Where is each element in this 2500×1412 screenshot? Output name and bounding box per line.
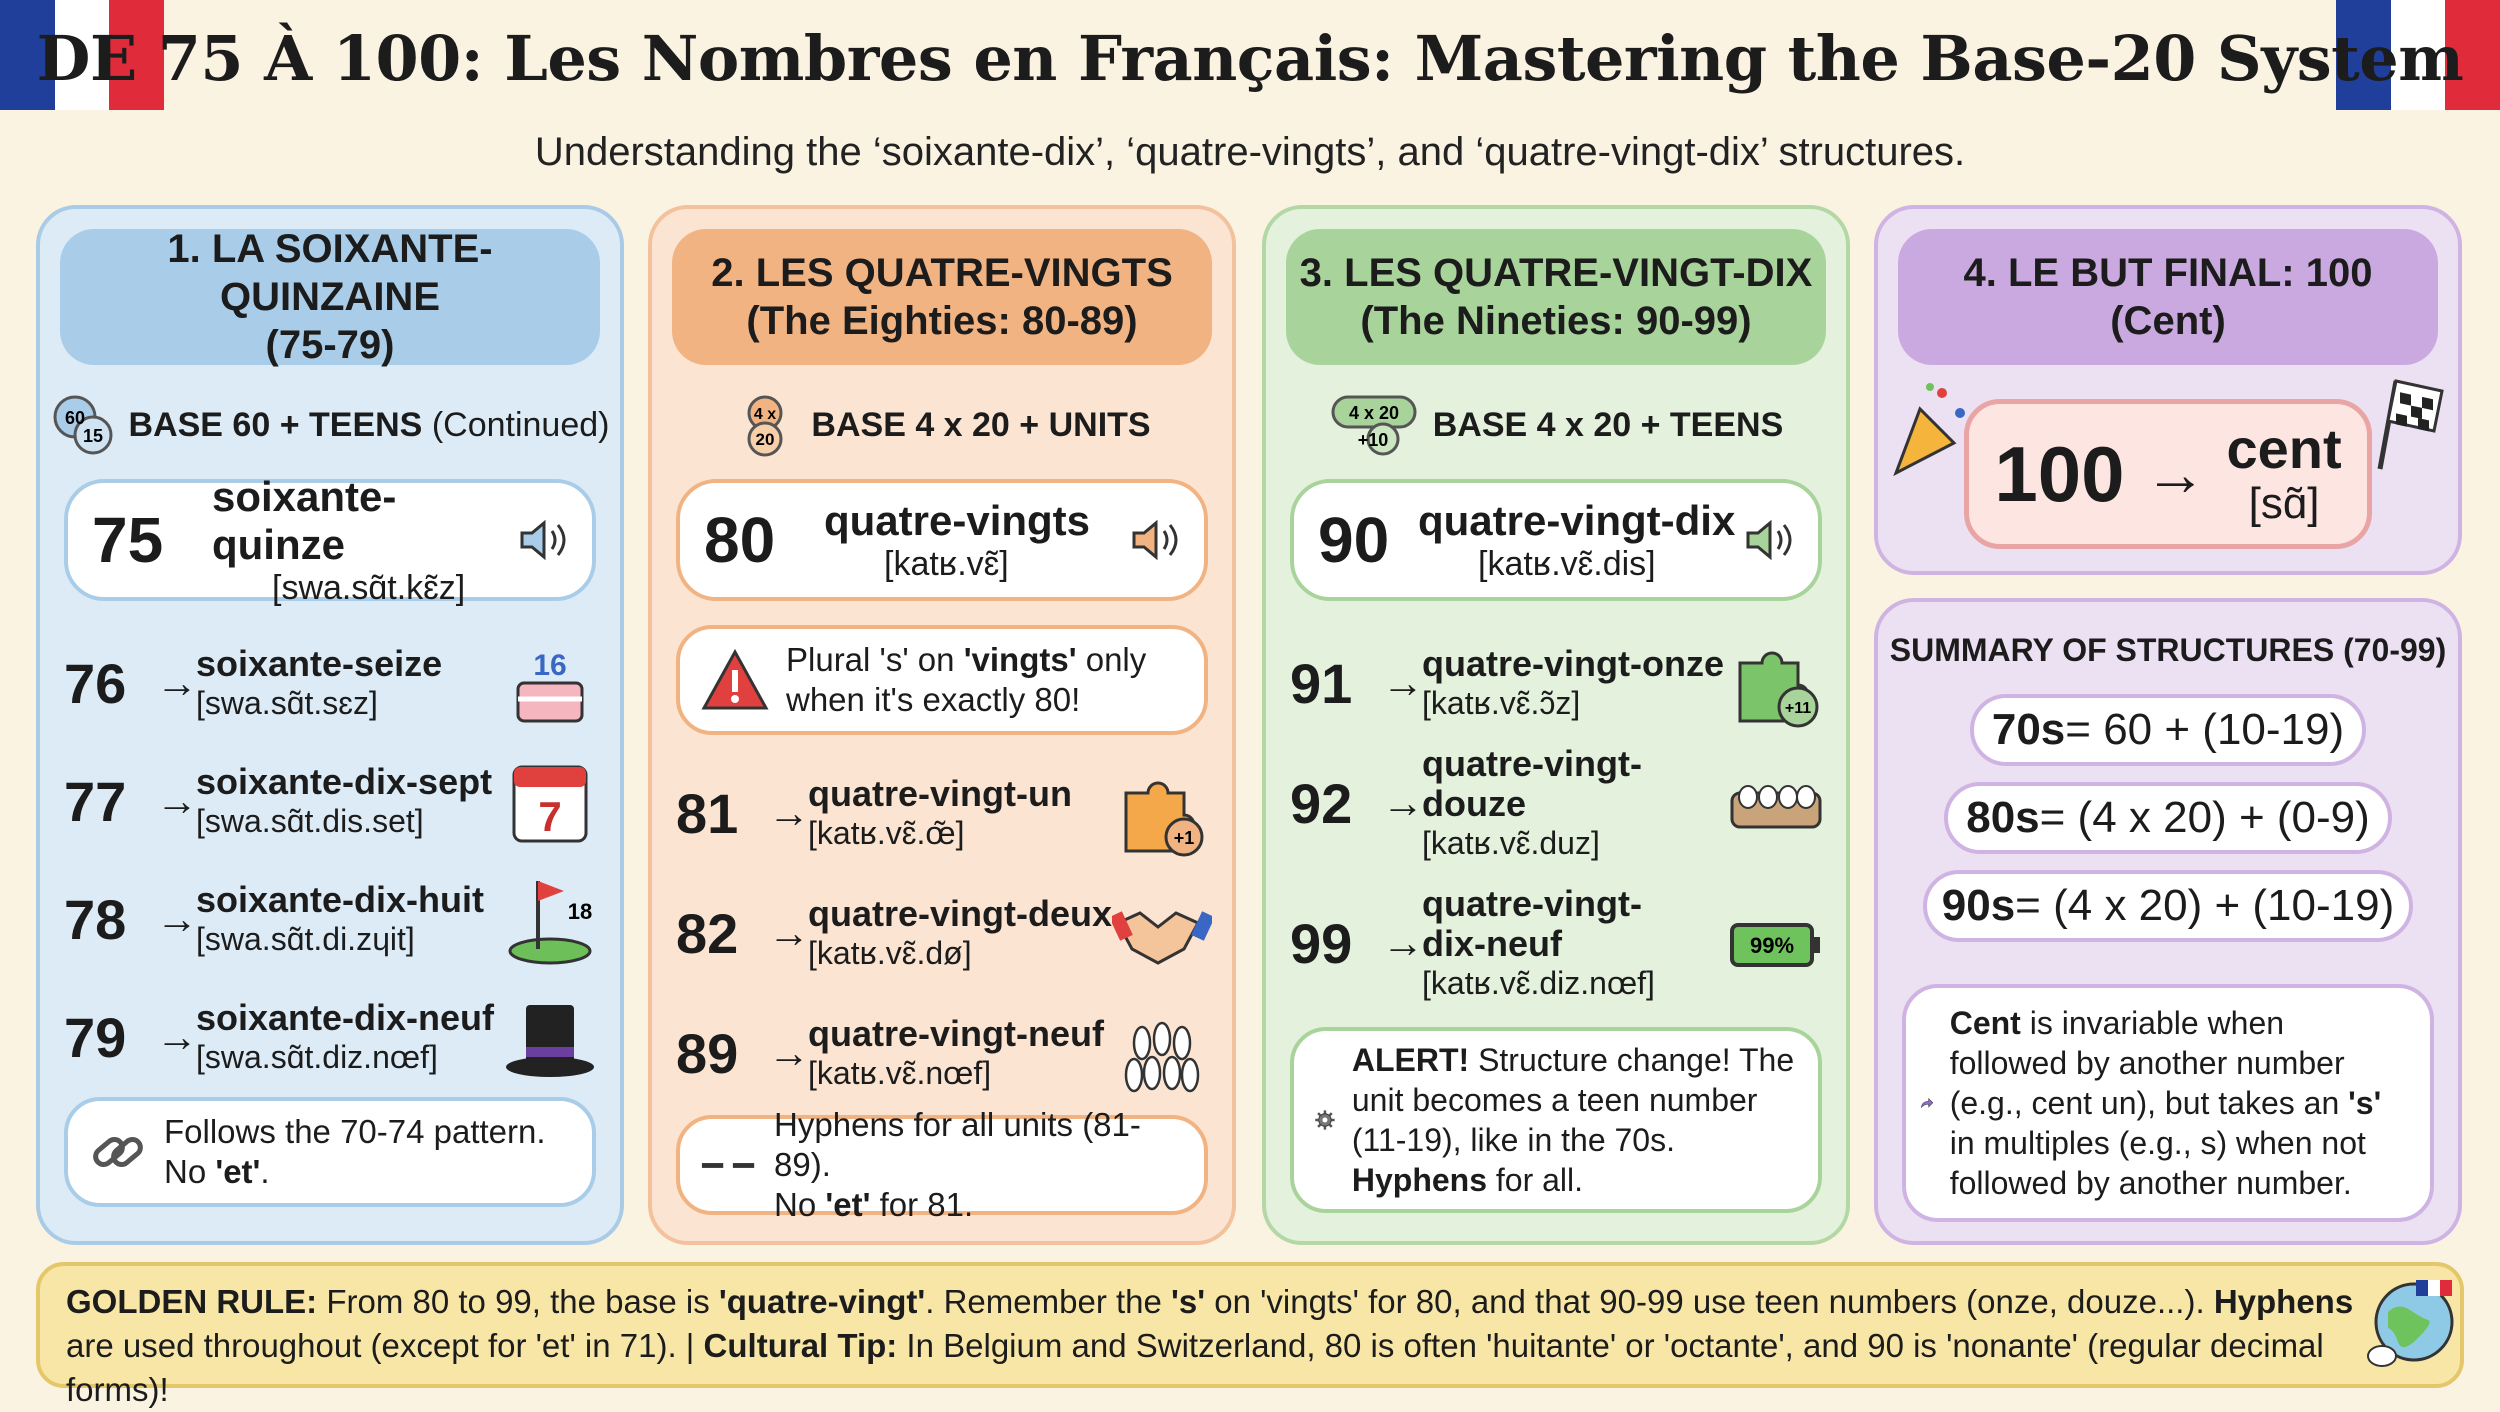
speaker-icon[interactable]: [1126, 511, 1184, 569]
main-word: soixante-quinze: [212, 472, 397, 568]
summary-panel: [1874, 598, 2462, 1245]
golden-bold: 'quatre-vingt': [718, 1283, 926, 1320]
number-row-76: [64, 627, 600, 739]
row-number: 76: [64, 651, 127, 715]
warning-text: when it's exactly 80!: [786, 681, 1081, 718]
arrow-icon: →: [768, 789, 810, 836]
plural-warning: [676, 625, 1208, 735]
main-number: 80: [704, 504, 776, 576]
checkered-flag-icon: [2366, 373, 2446, 473]
column-header: [1286, 229, 1826, 365]
column-quatre-vingt-dix: [1262, 205, 1850, 1245]
note-bold: 'et': [215, 1153, 261, 1190]
svg-text:16: 16: [533, 649, 567, 682]
handshake-icon: [1112, 883, 1212, 983]
column-header: [672, 229, 1212, 365]
top-hat-icon: [500, 987, 600, 1087]
number-row-81: [676, 757, 1212, 869]
gear-icon: [1314, 1085, 1336, 1155]
base-qualifier: (Continued): [431, 405, 610, 444]
arrow-icon: →: [2144, 439, 2207, 509]
summary-pill-90s: [1923, 870, 2413, 942]
battery-icon: [1726, 893, 1826, 993]
row-phonetic: [katʁ.vɛ̃.dø]: [808, 935, 972, 971]
main-word: quatre-vingts: [824, 496, 1091, 544]
row-word: quatre-vingt-deux: [808, 893, 1113, 934]
row-number: 82: [676, 901, 739, 965]
golden-text: on 'vingts' for 80, and that 90-99 use teen numbers (onze, douze...).: [1205, 1283, 2214, 1320]
number-row-92: [1290, 743, 1826, 861]
header-line1: 4. LE BUT FINAL: 100: [1963, 251, 2373, 295]
note-line1: Follows the 70-74 pattern.: [164, 1113, 546, 1150]
column-header: [1898, 229, 2438, 365]
base-rule: [1266, 393, 1846, 457]
column-header: [60, 229, 600, 365]
puzzle-piece-icon: [1726, 633, 1826, 733]
row-word: quatre-vingt-neuf: [808, 1013, 1104, 1054]
row-number: 91: [1290, 651, 1353, 715]
svg-text:+10: +10: [1357, 430, 1388, 450]
number-row-82: [676, 877, 1212, 989]
row-number: 89: [676, 1021, 739, 1085]
summary-text: = 60 + (10-19): [2065, 705, 2345, 754]
header-line2: (Cent): [2110, 299, 2226, 343]
header-line2: (The Eighties: 80-89): [746, 299, 1138, 343]
puzzle-piece-icon: [1112, 763, 1212, 863]
svg-text:18: 18: [567, 899, 593, 924]
base-label: BASE 4 x 20 + UNITS: [811, 405, 1151, 444]
note-text: .: [260, 1153, 270, 1190]
column-but-final: [1874, 205, 2462, 575]
golden-rule-label: GOLDEN RULE:: [66, 1283, 318, 1320]
base-rule: [40, 393, 620, 457]
svg-text:7: 7: [538, 793, 562, 840]
column-soixante-quinzaine: [36, 205, 624, 1245]
main-number-card: [676, 479, 1208, 601]
svg-text:4 x: 4 x: [754, 406, 777, 423]
speaker-icon[interactable]: [1740, 511, 1798, 569]
coins-badge-icon: [51, 393, 115, 457]
row-phonetic: [katʁ.vɛ̃.nœf]: [808, 1055, 992, 1091]
row-word: soixante-seize: [196, 643, 443, 684]
row-word: soixante-dix-neuf: [196, 997, 495, 1038]
header-line1: 3. LES QUATRE-VINGT-DIX: [1299, 251, 1813, 295]
world-map-icon: [2366, 1272, 2456, 1372]
main-phonetic: [katʁ.vɛ̃]: [884, 544, 1009, 583]
svg-text:15: 15: [82, 426, 103, 446]
formula-badge-icon: [1329, 393, 1419, 457]
svg-text:60: 60: [64, 408, 85, 428]
row-number: 77: [64, 769, 127, 833]
number-row-77: [64, 745, 600, 857]
arrow-icon: →: [768, 1029, 810, 1076]
summary-bold: 80s: [1966, 793, 2040, 842]
note-bold: 's': [2348, 1085, 2382, 1121]
curved-arrow-icon: [1920, 1078, 1934, 1128]
main-word: quatre-vingt-dix: [1418, 496, 1736, 544]
arrow-icon: →: [768, 909, 810, 956]
row-phonetic: [katʁ.vɛ̃.duz]: [1422, 825, 1600, 861]
note-bold: Cent: [1949, 1005, 2021, 1041]
structure-alert: [1290, 1027, 1822, 1213]
base-label: BASE 60 + TEENS: [128, 405, 423, 444]
row-phonetic: [swa.sɑ̃t.sɛz]: [196, 685, 378, 721]
main-number: 75: [92, 504, 164, 576]
summary-pill-70s: [1970, 694, 2366, 766]
alert-bold: ALERT!: [1351, 1042, 1470, 1078]
main-number-card: [1290, 479, 1822, 601]
number-row-78: [64, 863, 600, 975]
warning-bold: 'vingts': [963, 641, 1077, 678]
row-word: quatre-vingt-dix-neuf: [1422, 883, 1642, 964]
arrow-icon: →: [156, 777, 198, 824]
party-popper-icon: [1890, 379, 1970, 479]
note-text: No: [774, 1186, 826, 1223]
golden-rule-banner: [36, 1262, 2464, 1408]
row-word: soixante-dix-huit: [196, 879, 485, 920]
row-word: soixante-dix-sept: [196, 761, 493, 802]
header-line2: (The Nineties: 90-99): [1360, 299, 1752, 343]
page-subtitle: Understanding the ‘soixante-dix’, ‘quatre-vingts’, and ‘quatre-vingt-dix’ structures.: [534, 130, 1966, 174]
summary-bold: 70s: [1991, 705, 2066, 754]
svg-text:+11: +11: [1784, 700, 1812, 717]
row-word: quatre-vingt-onze: [1422, 643, 1724, 684]
warning-text: Plural 's' on: [786, 641, 964, 678]
number-row-99: [1290, 873, 1826, 1013]
alert-text: for all.: [1487, 1162, 1584, 1198]
row-word: quatre-vingt-un: [808, 773, 1072, 814]
arrow-icon: →: [156, 659, 198, 706]
note-text: for 81.: [870, 1186, 974, 1223]
arrow-icon: →: [1382, 779, 1424, 826]
arrow-icon: →: [156, 1013, 198, 1060]
row-word: quatre-vingt-douze: [1422, 743, 1642, 824]
note-text: is invariable when followed by another number (e.g., cent un), but takes an: [1949, 1005, 2349, 1121]
pattern-note: [64, 1097, 596, 1207]
header-line1: 2. LES QUATRE-VINGTS: [711, 251, 1173, 295]
row-number: 92: [1290, 771, 1353, 835]
note-bold: 'et': [825, 1186, 871, 1223]
summary-text: = (4 x 20) + (0-9): [2039, 793, 2370, 842]
arrow-icon: →: [1382, 919, 1424, 966]
main-number: 90: [1318, 504, 1390, 576]
summary-pill-80s: [1944, 782, 2392, 854]
row-number: 79: [64, 1005, 127, 1069]
golden-text: In Belgium and Switzerland, 80 is often 'huitante' or 'octante', and 90 is 'nonante' (regular decimal forms)!: [66, 1327, 2324, 1408]
row-number: 81: [676, 781, 739, 845]
cent-card: [1964, 399, 2372, 549]
svg-text:+1: +1: [1173, 828, 1195, 848]
row-phonetic: [swa.sɑ̃t.diz.nœf]: [196, 1039, 438, 1075]
row-number: 99: [1290, 911, 1353, 975]
number-row-89: [676, 997, 1212, 1109]
golden-bold: Hyphens: [2213, 1283, 2354, 1320]
hyphens-icon: [700, 1155, 758, 1175]
cent-word: cent: [2226, 417, 2342, 480]
svg-text:4 x 20: 4 x 20: [1348, 403, 1399, 423]
golden-bold: Cultural Tip:: [703, 1327, 898, 1364]
summary-title: SUMMARY OF STRUCTURES (70-99): [1889, 632, 2447, 668]
main-phonetic: [swa.sɑ̃t.kɛ̃z]: [272, 568, 466, 607]
row-phonetic: [swa.sɑ̃t.di.zɥit]: [196, 921, 415, 957]
header-line1: 1. LA SOIXANTE-QUINZAINE: [167, 227, 493, 319]
hyphen-note: [676, 1106, 1208, 1223]
row-phonetic: [swa.sɑ̃t.dis.set]: [196, 803, 424, 839]
base-rule: [652, 393, 1232, 457]
speaker-icon[interactable]: [514, 511, 572, 569]
base-label: BASE 4 x 20 + TEENS: [1432, 405, 1784, 444]
summary-text: = (4 x 20) + (10-19): [2015, 881, 2395, 930]
golf-flag-icon: [500, 869, 600, 969]
row-phonetic: [katʁ.vɛ̃.œ̃]: [808, 815, 965, 851]
header-line2: (75-79): [265, 323, 395, 367]
column-quatre-vingts: [648, 205, 1236, 1245]
alert-text: Structure change! The unit becomes a teen number (11-19), like in the 70s.: [1351, 1042, 1795, 1158]
golden-text: are used throughout (except for 'et' in 71). |: [66, 1327, 704, 1364]
warning-icon: [700, 648, 770, 712]
svg-text:20: 20: [755, 430, 775, 449]
multiplication-badge-icon: [733, 393, 797, 457]
number-row-91: [1290, 627, 1826, 739]
warning-text: only: [1076, 641, 1147, 678]
note-line1: Hyphens for all units (81-89).: [774, 1106, 1141, 1183]
main-number-card: [64, 472, 596, 607]
golden-text: From 80 to 99, the base is: [317, 1283, 719, 1320]
row-phonetic: [katʁ.vɛ̃.ɔ̃z]: [1422, 685, 1581, 721]
cent-number: 100: [1994, 429, 2125, 518]
cent-rule-note: [1902, 984, 2434, 1222]
svg-text:99%: 99%: [1749, 933, 1795, 958]
bowling-pins-icon: [1112, 1003, 1212, 1103]
alert-bold: Hyphens: [1351, 1162, 1487, 1198]
egg-carton-icon: [1726, 753, 1826, 853]
row-phonetic: [katʁ.vɛ̃.diz.nœf]: [1422, 965, 1655, 1001]
golden-bold: 's': [1171, 1283, 1206, 1320]
arrow-icon: →: [156, 895, 198, 942]
cent-phonetic: [sɑ̃]: [2248, 479, 2320, 528]
golden-text: . Remember the: [925, 1283, 1172, 1320]
summary-bold: 90s: [1941, 881, 2016, 930]
note-text: No: [164, 1153, 216, 1190]
chain-link-icon: [88, 1122, 148, 1182]
row-number: 78: [64, 887, 127, 951]
note-text: in multiples (e.g., s) when not followed by another number.: [1949, 1125, 2366, 1201]
main-phonetic: [katʁ.vɛ̃.dis]: [1478, 544, 1656, 583]
page-title: DE 75 À 100: Les Nombres en Français: Mastering the Base-20 System: [36, 22, 2464, 95]
number-row-79: [64, 981, 600, 1093]
arrow-icon: →: [1382, 659, 1424, 706]
calendar-icon: [500, 751, 600, 851]
birthday-cake-icon: [500, 633, 600, 733]
